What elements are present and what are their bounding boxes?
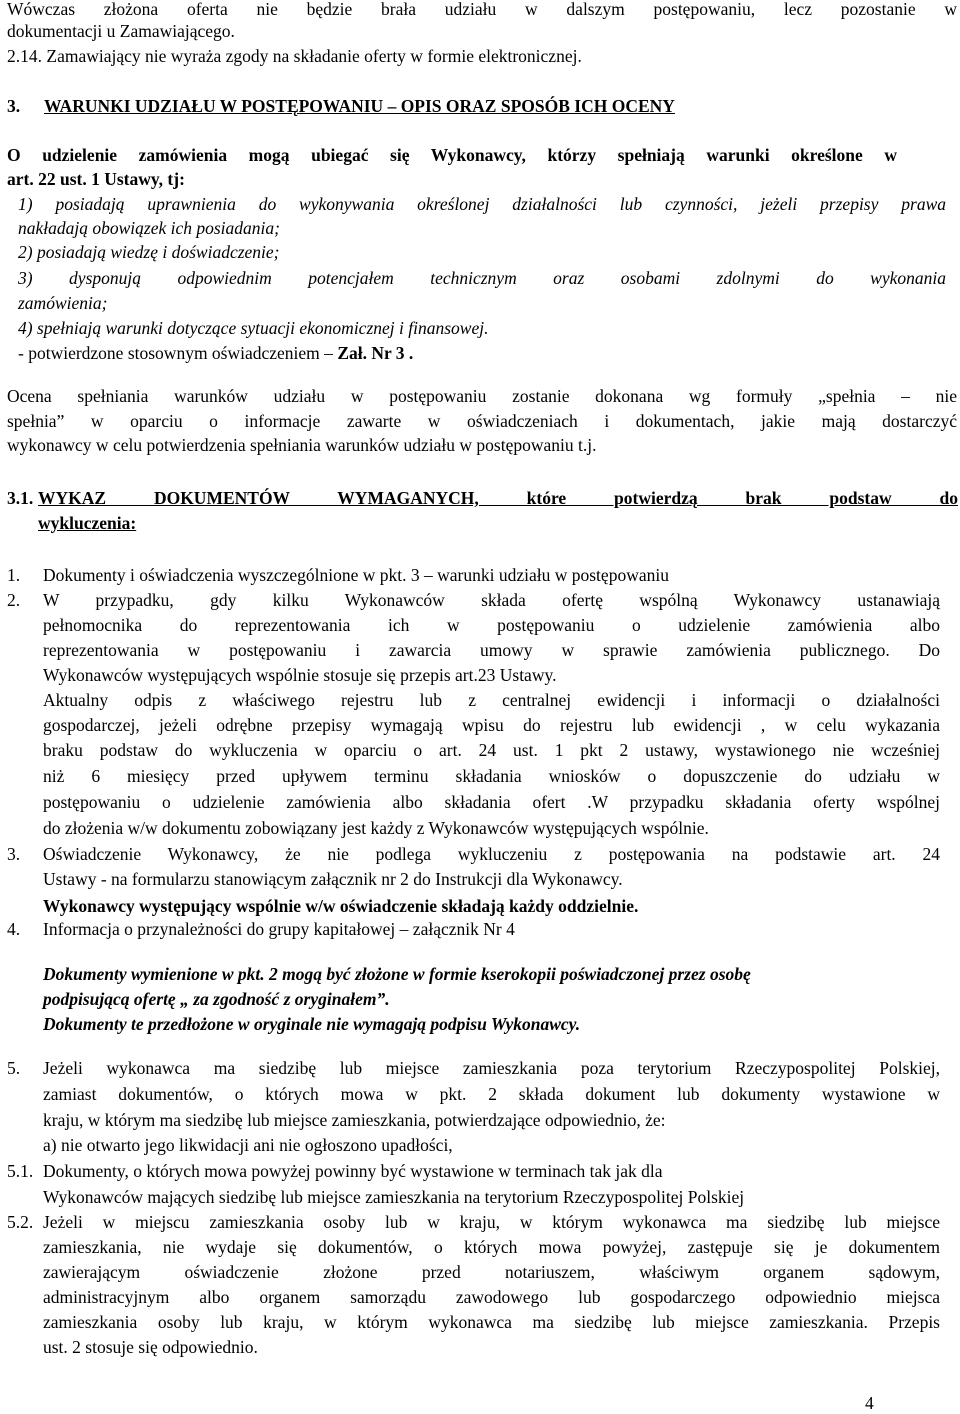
list-item: Dokumenty, o których mowa powyżej powinny być wystawione w terminach tak jak dla <box>43 1161 663 1181</box>
list-item: braku podstaw do wykluczenia w oparciu o art. 24 ust. 1 pkt 2 ustawy, wystawionego nie wcześniej <box>43 740 940 760</box>
list-item: zamówienia; <box>18 293 108 313</box>
list-number: 5.2. <box>7 1212 34 1232</box>
list-item: zamiast dokumentów, o których mowa w pkt. 2 składa dokument lub dokumenty wystawione w <box>43 1084 940 1104</box>
list-number: 1. <box>7 565 21 585</box>
list-item: zamieszkania, nie wydaje się dokumentów, o których mowa powyżej, zastępuje się je dokumentem <box>43 1237 940 1257</box>
list-item: kraju, w którym ma siedzibę lub miejsce zamieszkania, potwierdzające odpowiednio, że: <box>43 1110 666 1130</box>
list-item: Wykonawcy występujący wspólnie w/w oświadczenie składają każdy oddzielnie. <box>43 896 639 916</box>
paragraph-line: O udzielenie zamówienia mogą ubiegać się Wykonawcy, którzy spełniają warunki określone w <box>7 145 897 165</box>
paragraph-line: wykonawcy w celu potwierdzenia spełniania warunków udziału w postępowaniu t.j. <box>7 435 597 455</box>
list-item: Ustawy - na formularzu stanowiącym załącznik nr 2 do Instrukcji dla Wykonawcy. <box>43 869 623 889</box>
list-item: niż 6 miesięcy przed upływem terminu składania wniosków o dopuszczenie do udziału w <box>43 766 940 786</box>
list-item: zawierającym oświadczenie złożone przed notariuszem, właściwym organem sądowym, <box>43 1262 940 1282</box>
list-item: administracyjnym albo organem samorządu zawodowego lub gospodarczego odpowiednio miejsca <box>43 1287 940 1307</box>
list-item: 1) posiadają uprawnienia do wykonywania określonej działalności lub czynności, jeżeli przepisy prawa <box>18 194 946 214</box>
paragraph-line <box>18 342 413 364</box>
list-item: reprezentowania w postępowaniu i zawarcia umowy w sprawie zamówienia publicznego. Do <box>43 640 940 660</box>
paragraph-line: art. 22 ust. 1 Ustawy, tj: <box>7 169 185 189</box>
attachment-ref: Zał. Nr 3 . <box>337 343 414 363</box>
list-number: 3. <box>7 844 21 864</box>
list-item: 2) posiadają wiedzę i doświadczenie; <box>18 242 280 262</box>
paragraph-line: spełnia” w oparciu o informacje zawarte w oświadczeniach i dokumentach, jakie mają dostarczyć <box>7 411 957 431</box>
note-line: Dokumenty wymienione w pkt. 2 mogą być złożone w formie kserokopii poświadczonej przez osobę <box>43 964 751 984</box>
section-heading: WARUNKI UDZIAŁU W POSTĘPOWANIU – OPIS ORAZ SPOSÓB ICH OCENY <box>44 96 675 116</box>
page-number: 4 <box>865 1393 874 1413</box>
list-number: 4. <box>7 919 21 939</box>
list-item: 3) dysponują odpowiednim potencjałem technicznym oraz osobami zdolnymi do wykonania <box>18 268 946 288</box>
paragraph-line: Ocena spełniania warunków udziału w postępowaniu zostanie dokonana wg formuły „spełnia – nie <box>7 386 957 406</box>
list-item: W przypadku, gdy kilku Wykonawców składa ofertę wspólną Wykonawcy ustanawiają <box>43 590 940 610</box>
list-item: ust. 2 stosuje się odpowiednio. <box>43 1337 258 1357</box>
list-item: postępowaniu o udzielenie zamówienia albo składania ofert .W przypadku składania oferty wspólnej <box>43 792 940 812</box>
list-item: gospodarczej, jeżeli odrębne przepisy wymagają wpisu do rejestru lub ewidencji , w celu wykazania <box>43 715 940 735</box>
section-heading: WYKAZ DOKUMENTÓW WYMAGANYCH, które potwierdzą brak podstaw do <box>38 488 958 508</box>
paragraph-line: 2.14. Zamawiający nie wyraża zgody na składanie oferty w formie elektronicznej. <box>7 46 582 66</box>
note-line: podpisującą ofertę „ za zgodność z oryginałem”. <box>43 989 390 1009</box>
list-item: Aktualny odpis z właściwego rejestru lub z centralnej ewidencji i informacji o działalności <box>43 690 940 710</box>
list-number: 5. <box>7 1058 21 1078</box>
note-line: Dokumenty te przedłożone w oryginale nie wymagają podpisu Wykonawcy. <box>43 1014 581 1034</box>
list-item: Wykonawców występujących wspólnie stosuje się przepis art.23 Ustawy. <box>43 665 557 685</box>
list-item: pełnomocnika do reprezentowania ich w postępowaniu o udzielenie zamówienia albo <box>43 615 940 635</box>
list-item: nakładają obowiązek ich posiadania; <box>18 218 280 238</box>
list-item: a) nie otwarto jego likwidacji ani nie ogłoszono upadłości, <box>43 1135 453 1155</box>
confirmation-text: - potwierdzone stosownym oświadczeniem – <box>18 343 338 363</box>
list-item: Jeżeli w miejscu zamieszkania osoby lub w kraju, w którym wykonawca ma siedzibę lub miejsce <box>43 1212 940 1232</box>
section-number: 3. <box>7 96 21 116</box>
list-item: Oświadczenie Wykonawcy, że nie podlega wykluczeniu z postępowania na podstawie art. 24 <box>43 844 940 864</box>
list-item: Dokumenty i oświadczenia wyszczególnione w pkt. 3 – warunki udziału w postępowaniu <box>43 565 669 585</box>
list-number: 5.1. <box>7 1161 34 1181</box>
list-item: Informacja o przynależności do grupy kapitałowej – załącznik Nr 4 <box>43 919 515 939</box>
list-item: do złożenia w/w dokumentu zobowiązany jest każdy z Wykonawców występujących wspólnie. <box>43 818 709 838</box>
list-item: Jeżeli wykonawca ma siedzibę lub miejsce zamieszkania poza terytorium Rzeczypospolitej Polskiej, <box>43 1058 940 1078</box>
paragraph-line: Wówczas złożona oferta nie będzie brała udziału w dalszym postępowaniu, lecz pozostanie w <box>7 0 957 19</box>
paragraph-line: dokumentacji u Zamawiającego. <box>7 21 235 41</box>
list-item: zamieszkania osoby lub kraju, w którym wykonawca ma siedzibę lub miejsce zamieszkania. Przepis <box>43 1312 940 1332</box>
list-number: 2. <box>7 590 21 610</box>
list-item: Wykonawców mających siedzibę lub miejsce zamieszkania na terytorium Rzeczypospolitej Polskiej <box>43 1187 745 1207</box>
section-number: 3.1. <box>7 488 34 508</box>
list-item: 4) spełniają warunki dotyczące sytuacji ekonomicznej i finansowej. <box>18 318 489 338</box>
section-heading: wykluczenia: <box>38 513 137 533</box>
